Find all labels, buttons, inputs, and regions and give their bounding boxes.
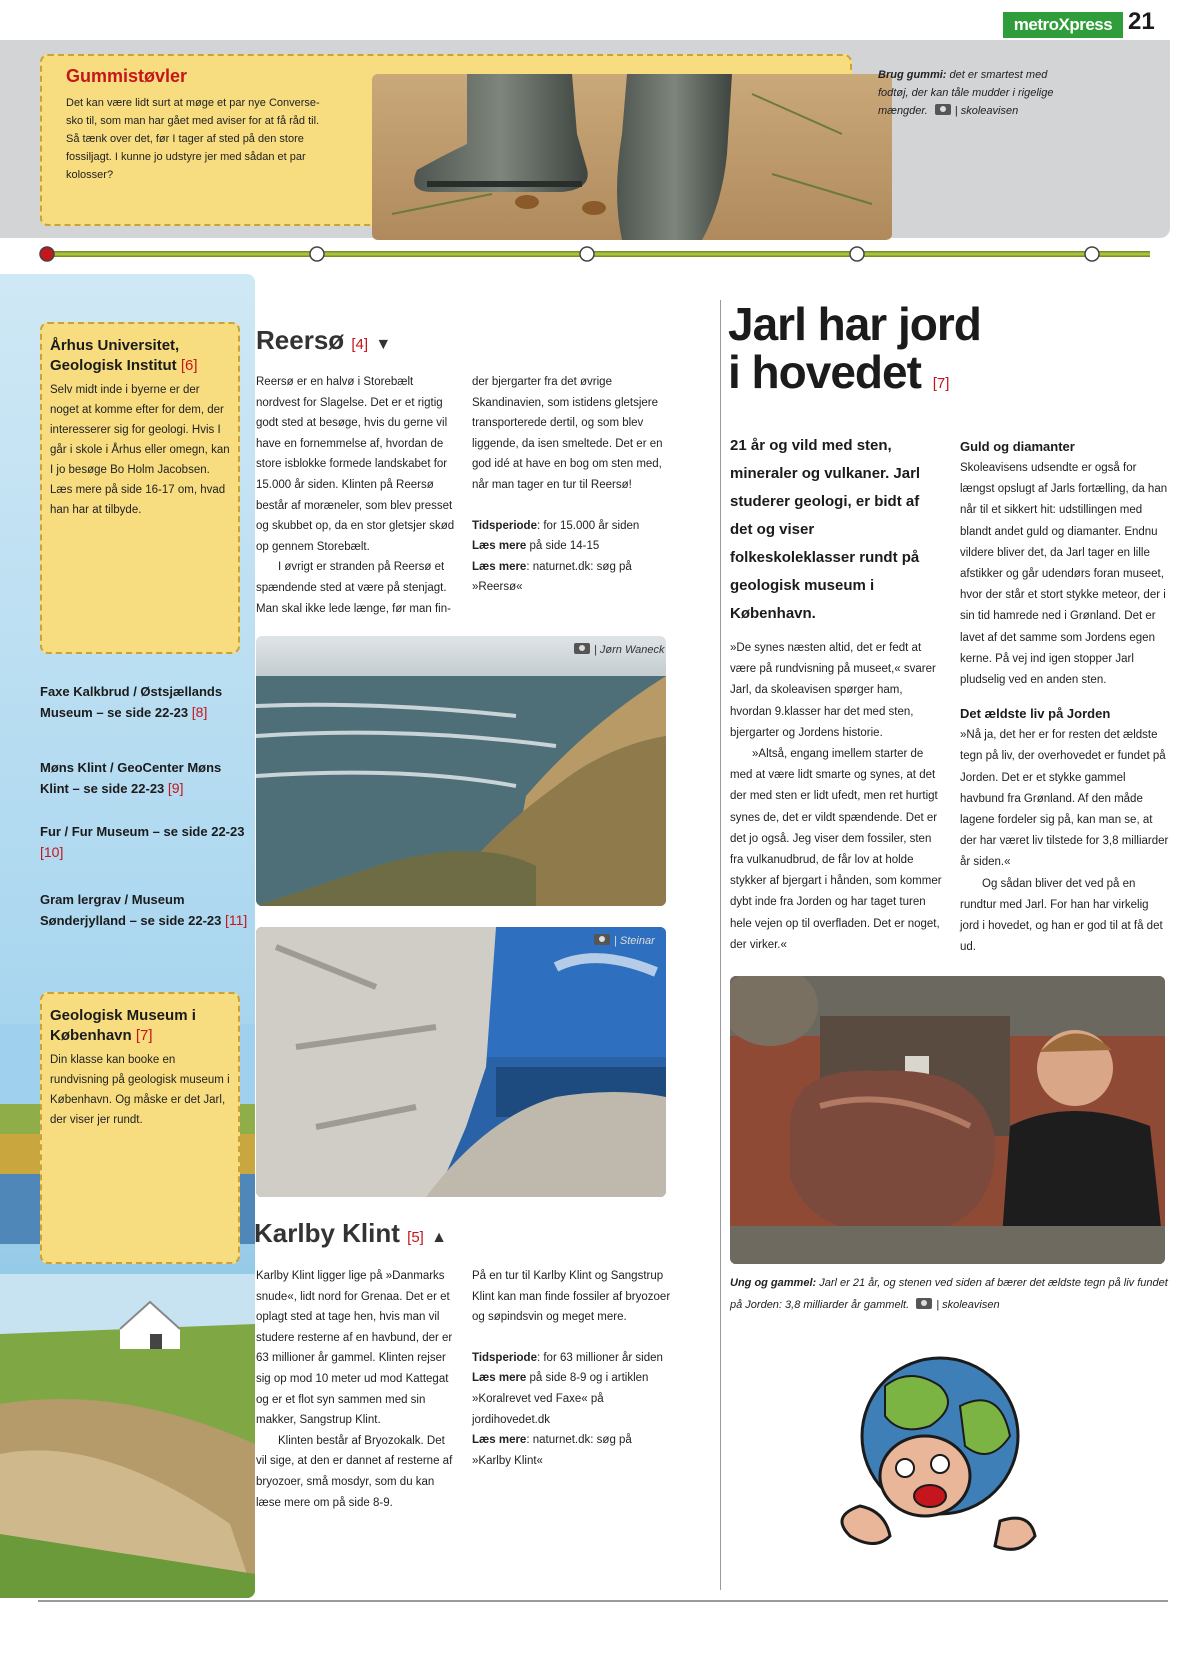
card-aarhus-title: Århus Universitet, Geologisk Institut [6]	[50, 337, 198, 374]
reerso-photo-credit: | Jørn Waneck	[570, 643, 665, 656]
gummistovler-box	[40, 54, 852, 226]
jarl-photo	[730, 976, 1165, 1264]
triangle-down-icon: ▼	[375, 336, 392, 353]
brand-logo: metroXpress	[1003, 12, 1123, 38]
gummistovler-text: Det kan være lidt surt at møge et par nye Converse-sko til, som man har gået med aviser for at få råd til. Så tænk over det, før I tager af sted på den store fossiljagt. I kunne jo udstyre jer med sådan et par kolosser?	[66, 97, 320, 181]
column-divider	[720, 300, 721, 1590]
karlby-title: Karlby Klint [5] ▲	[254, 1218, 447, 1248]
reerso-column-1: Reersø er en halvø i Storebælt nordvest for Slagelse. Det er et rigtig godt sted at besøge, hvis du gerne vil have en fornemmelse af, hvordan de store isblokke formede landskabet for 15.000 år siden. Klinten på Reersø består af moræneler, som blev presset og skubbet op, da en stor gletsjer skød op gennem Storebælt. I øvrigt er stranden på Reersø et spændende sted at være på stenjagt. Man skal ikke lede længe, før man fin-	[256, 376, 455, 615]
card-aarhus	[40, 322, 240, 654]
subheading-guld: Guld og diamanter	[960, 439, 1075, 454]
card-museum-title: Geologisk Museum i København [7]	[50, 1007, 196, 1044]
sidebar-link-gram[interactable]: Gram lergrav / Museum Sønderjylland – se side 22-23 [11]	[40, 892, 248, 928]
camera-icon	[935, 104, 951, 115]
timeline-bar	[38, 244, 1158, 264]
card-aarhus-text: Selv midt inde i byerne er der noget at komme efter for dem, der interesserer sig for geologi. Hvis I går i skole i Århus eller omegn, kan I jo besøge Bo Holm Jacobsen. Læs mere på side 16-17 om, hvad han har at tilbyde.	[50, 384, 230, 516]
boots-photo	[372, 74, 892, 240]
timeline-dot	[310, 247, 324, 261]
timeline-dot	[580, 247, 594, 261]
boots-caption: Brug gummi: det er smartest med fodtøj, der kan tåle mudder i rigelige mængder. | skoleavisen	[878, 69, 1054, 117]
gummistovler-title: Gummistøvler	[66, 66, 188, 86]
camera-icon	[594, 934, 610, 945]
article-column-2: Guld og diamanter Skoleavisens udsendte er også for længst opslugt af Jarls fortælling, da han når til et sikkert hit: udstillingen med blandt andet guld og diamanter. Endnu vildere bliver det, da Jarl tager en lille afstikker og går udendørs foran museet, hvor der står et stort stykke meteor, der i sin tid hamrede ned i Grønland. Det er lavet af det samme som Jordens egen kerne. På vej ind igen stopper Jarl pludselig ved en anden sten. Det ældste liv på Jorden »Nå ja, det her er for resten det ældste tegn på liv, der overhovedet er fundet på Jorden. Det er et stykke gammel havbund fra Grønland. Af den måde lagene fordeler sig på, kan man se, at der har været liv tilstede for 3,8 milliarder år siden.« Og sådan bliver det ved på en rundtur med Jarl. For han har virkelig jord i hovedet, og han er god til at få det ud.	[960, 436, 1170, 958]
reerso-coast-photo	[256, 636, 666, 906]
timeline-dot	[850, 247, 864, 261]
timeline-dot	[1085, 247, 1099, 261]
reerso-column-2: der bjergarter fra det øvrige Skandinavien, som istidens gletsjere transporterede dertil, og som blev liggende, da isen smeltede. Det er en god idé at have en bog om sten med, når man tager en tur til Reersø! Tidsperiode: for 15.000 år siden Læs mere på side 14-15 Læs mere: naturnet.dk: søg på »Reersø«	[472, 376, 663, 594]
jarl-caption: Ung og gammel: Jarl er 21 år, og stenen ved siden af bærer det ældste tegn på liv fundet på Jorden: 3,8 milliarder år gammelt. | skoleavisen	[730, 1277, 1168, 1311]
subheading-aeldste-liv: Det ældste liv på Jorden	[960, 706, 1111, 722]
top-banner	[0, 40, 1170, 238]
karlby-cliff-photo	[256, 927, 666, 1197]
reerso-title: Reersø [4] ▼	[256, 325, 392, 355]
card-museum-text: Din klasse kan booke en rundvisning på geologisk museum i København. Og måske er det Jarl, der viser jer rundt.	[50, 1054, 230, 1126]
sidebar-link-faxe[interactable]: Faxe Kalkbrud / Østsjællands Museum – se side 22-23 [8]	[40, 684, 223, 720]
article-headline: Jarl har jord i hovedet [7]	[728, 298, 981, 398]
timeline-dot-active	[40, 247, 54, 261]
card-geologisk-museum	[40, 992, 240, 1264]
sidebar-link-fur[interactable]: Fur / Fur Museum – se side 22-23 [10]	[40, 824, 245, 860]
karlby-column-2: På en tur til Karlby Klint og Sangstrup Klint kan man finde fossiler af bryozoer og søpindsvin og meget mere. Tidsperiode: for 63 millioner år siden Læs mere på side 8-9 og i artiklen »Koralrevet ved Faxe« på jordihovedet.dk Læs mere: naturnet.dk: søg på »Karlby Klint«	[472, 1270, 671, 1467]
article-column-1: »De synes næsten altid, det er fedt at være på rundvisning på museet,« svarer Jarl, da skoleavisen spørger ham, hvordan 9.klasser har det med sten, bjergarter og Jordens historie. »Altså, engang imellem starter de med at være lidt smarte og synes, at det der med sten er lidt ufedt, men ret hurtigt synes de, det er vildt spændende. Det er det jo også. Jeg viser dem fossiler, sten fra vulkanudbrud, de får lov at holde stykker af bjergart i hånden, som kommer dybt inde fra Jorden og har taget turen hele vejen op til overfladen. Det er noget, der virker.«	[730, 642, 942, 951]
page-number: 21	[1128, 8, 1155, 35]
sidebar-link-mons[interactable]: Møns Klint / GeoCenter Møns Klint – se side 22-23 [9]	[40, 760, 222, 796]
sidebar	[0, 274, 255, 1598]
triangle-up-icon: ▲	[431, 1229, 447, 1246]
karlby-column-1: Karlby Klint ligger lige på »Danmarks snude«, lidt nord for Grenaa. Det er et oplagt sted at tage hen, hvis man vil studere resterne af en havbund, der er 63 millioner år gammel. Klinten rejser sig op mod 10 meter ud mod Kattegat og er et flot syn sammen med sin makker, Sangstrup Klint. Klinten består af Bryozokalk. Det vil sige, at den er dannet af resterne af bryozoer, små mosdyr, som du kan læse mere om på side 8-9.	[256, 1270, 453, 1509]
camera-icon	[916, 1298, 932, 1309]
camera-icon	[574, 643, 590, 654]
karlby-photo-credit: | Steinar	[590, 934, 655, 947]
bottom-rule	[38, 1600, 1168, 1602]
cartoon-earth-character	[790, 1346, 1090, 1576]
cliff-house-photo	[0, 1274, 255, 1598]
article-lead: 21 år og vild med sten, mineraler og vulkaner. Jarl studerer geologi, er bidt af det og viser folkeskoleklasser rundt på geologisk museum i København.	[730, 437, 921, 622]
